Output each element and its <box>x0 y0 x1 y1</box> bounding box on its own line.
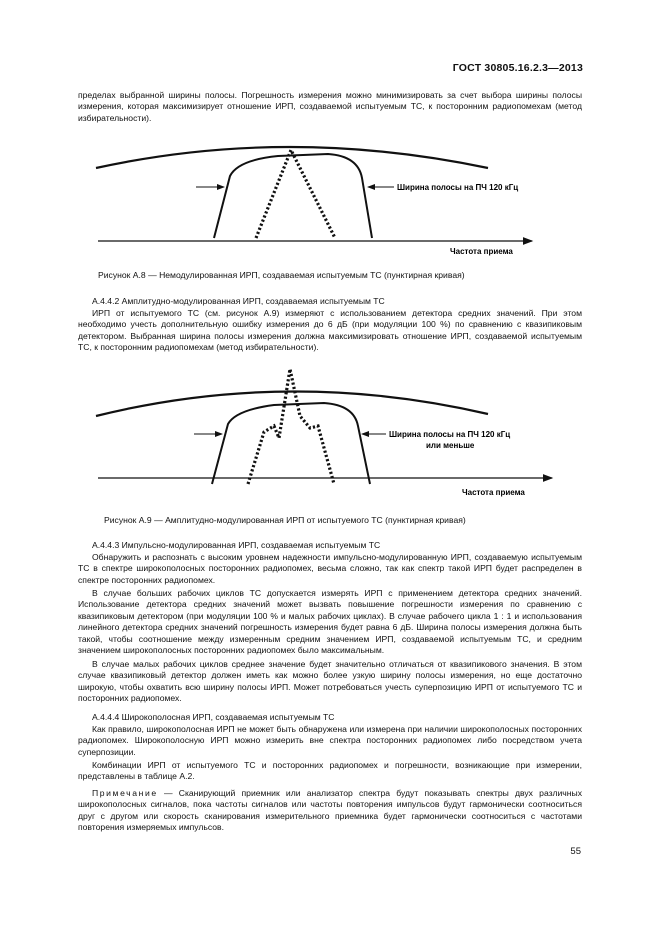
document-header: ГОСТ 30805.16.2.3—2013 <box>452 62 583 74</box>
bandwidth-label-line2: или меньше <box>426 441 475 450</box>
paragraph-a443-2: В случае больших рабочих циклов ТС допускается измерять ИРП с применением детектора средних значений. Использование детектора средних значений может вызвать повышение погрешности измерения по сравнению с квазипиковым детектором (при модуляции 100 % и малых рабочих циклах). В случае рабочего цикла 1 : 1 и использования линейного детектора средних значений погрешность измерения будет равна 6 дБ. Ширина полосы измерения должна быть такой, чтобы соотношение между измеренным средним значением ИРП, создаваемой испытуемым ТС, и средним значением широкополосных посторонних радиопомех было максимальным. <box>78 588 582 656</box>
paragraph-a443-1: Обнаружить и распознать с высоким уровнем надежности импульсно-модулированную ИРП, создаваемую испытуемым ТС в спектре широкополосных посторонних радиопомех, весьма сложно, так как спектр такой ИРП будет распределен в спектре посторонних радиопомех. <box>78 552 582 585</box>
figure-a9 <box>78 364 582 504</box>
section-a443-title: А.4.4.3 Импульсно-модулированная ИРП, создаваемая испытуемым ТС <box>92 540 381 550</box>
if-filter-curve <box>212 403 370 484</box>
figure-a9-caption: Рисунок А.9 — Амплитудно-модулированная ИРП от испытуемого ТС (пунктирная кривая) <box>104 515 466 525</box>
section-a444-title: А.4.4.4 Широкополосная ИРП, создаваемая испытуемым ТС <box>92 712 335 722</box>
frequency-axis-label: Частота приема <box>450 247 513 256</box>
paragraph-a442: ИРП от испытуемого ТС (см. рисунок А.9) измеряют с использованием детектора средних значений. При этом необходимо учесть дополнительную ошибку измерения до 6 дБ (при модуляции 100 %) по сравнению с квазипиковым детектором. Выбранная ширина полосы измерения должна максимизировать отношение ИРП, создаваемой испытуемым ТС, к посторонним радиопомехам (метод избирательности). <box>78 308 582 353</box>
page-number: 55 <box>570 846 581 857</box>
paragraph-intro: пределах выбранной ширины полосы. Погрешность измерения можно минимизировать за счет выбора ширины полосы измерения, которая максимизирует отношение ИРП, создаваемой испытуемым ТС, к посторонним радиопомехам (метод избирательности). <box>78 90 582 123</box>
paragraph-a443-3: В случае малых рабочих циклов среднее значение будет значительно отличаться от квазипикового значения. В этом случае квазипиковый детектор должен иметь как можно более узкую ширину полосы измерения, но еще достаточно широкую, чтобы охватить всю ширину полосы ИРП. Может потребоваться учесть суперпозицию ИРП от испытуемого ТС и посторонних радиопомех. <box>78 659 582 704</box>
figure-a8 <box>78 138 582 258</box>
frequency-axis-label: Частота приема <box>462 488 525 497</box>
section-a442-title: А.4.4.2 Амплитудно-модулированная ИРП, создаваемая испытуемым ТС <box>92 296 385 306</box>
bandwidth-label: Ширина полосы на ПЧ 120 кГц <box>397 183 519 192</box>
disturbance-dotted-curve <box>256 150 335 238</box>
bandwidth-label-line1: Ширина полосы на ПЧ 120 кГц <box>389 430 511 439</box>
noise-envelope-curve <box>96 147 488 168</box>
note-label: Примечание <box>92 788 158 798</box>
disturbance-dotted-curve <box>248 369 334 484</box>
figure-a8-caption: Рисунок А.8 — Немодулированная ИРП, создаваемая испытуемым ТС (пунктирная кривая) <box>98 270 465 280</box>
paragraph-a444-2: Комбинации ИРП от испытуемого ТС и посторонних радиопомех и погрешности, возникающие при измерении, представлены в таблице А.2. <box>78 760 582 782</box>
paragraph-a444-1: Как правило, широкополосная ИРП не может быть обнаружена или измерена при наличии широкополосных посторонних радиопомех. Широкополосную ИРП можно измерить вне спектра посторонних радиопомех либо посредством учета суперпозиции. <box>78 724 582 757</box>
note-text: — Сканирующий приемник или анализатор спектра будут показывать спектры двух различных широкополосных сигналов, пока частоты сигналов или частоты повторения импульсов будут гармонически соотноситься друг с другом или скорость сканирования измерительного приемника будет гармонически соотноситься с частотами повторения измеряемых импульсов. <box>78 788 582 833</box>
note-paragraph <box>78 788 582 834</box>
if-filter-curve <box>214 154 372 238</box>
